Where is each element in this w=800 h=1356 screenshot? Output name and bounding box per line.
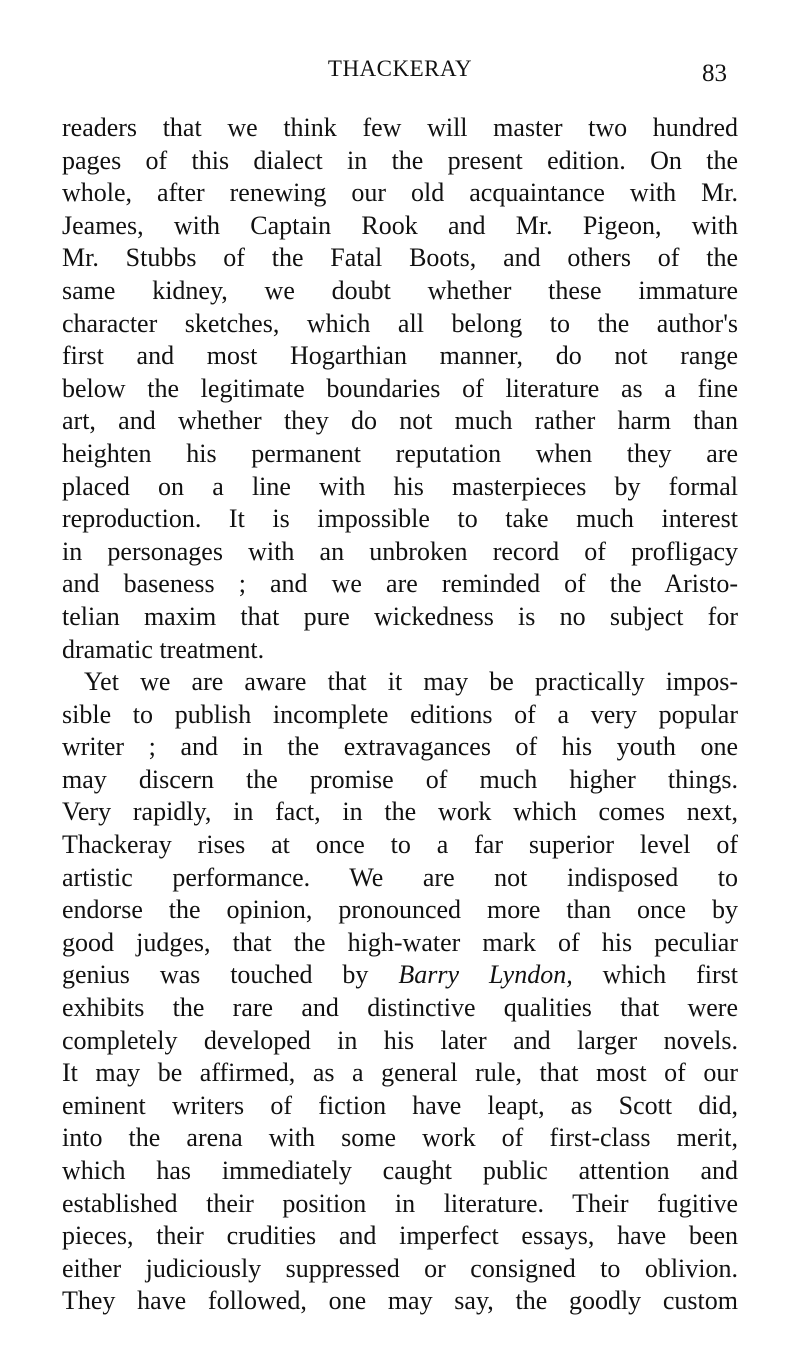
text-line xyxy=(62,959,738,992)
text-line: into the arena with some work of first-class merit, xyxy=(62,1123,738,1153)
text-line: They have followed, one may say, the goodly custom xyxy=(62,1286,738,1316)
text-line: established their position in literature. Their fugitive xyxy=(62,1188,738,1218)
text-line: exhibits the rare and distinctive qualities that were xyxy=(62,993,738,1023)
text-line: good judges, that the high-water mark of his peculiar xyxy=(62,927,738,957)
italic-title: Barry Lyndon, xyxy=(398,960,573,990)
text-line: telian maxim that pure wickedness is no subject for xyxy=(62,601,738,631)
running-title: THACKERAY xyxy=(327,56,473,81)
text-line: whole, after renewing our old acquaintance with Mr. xyxy=(62,178,738,208)
text-line: artistic performance. We are not indisposed to xyxy=(62,862,738,892)
text-line: Very rapidly, in fact, in the work which comes next, xyxy=(62,797,738,827)
text-line: either judiciously suppressed or consigned to oblivion. xyxy=(62,1253,738,1283)
text-line: Thackeray rises at once to a far superior level of xyxy=(62,830,738,860)
text-line: sible to publish incomplete editions of a very popular xyxy=(62,699,738,729)
text-line: and baseness ; and we are reminded of the Aristo- xyxy=(62,569,738,599)
text-segment: which first xyxy=(572,960,738,990)
text-line: character sketches, which all belong to the author's xyxy=(62,308,738,338)
text-line: art, and whether they do not much rather harm than xyxy=(62,406,738,436)
text-line: pages of this dialect in the present edition. On the xyxy=(62,145,738,175)
text-line: which has immediately caught public attention and xyxy=(62,1156,738,1185)
text-line: endorse the opinion, pronounced more than once by xyxy=(62,895,738,925)
body-text xyxy=(62,112,738,1318)
text-line: first and most Hogarthian manner, do not range xyxy=(62,341,738,371)
text-line: completely developed in his later and larger novels. xyxy=(62,1025,738,1055)
text-segment: genius was touched by xyxy=(62,960,399,990)
text-line: in personages with an unbroken record of profligacy xyxy=(62,536,738,566)
text-line: eminent writers of fiction have leapt, as Scott did, xyxy=(62,1090,738,1120)
text-line: writer ; and in the extravagances of his youth one xyxy=(62,732,738,762)
text-line: same kidney, we doubt whether these immature xyxy=(62,275,738,305)
text-line: below the legitimate boundaries of literature as a fine xyxy=(62,373,738,403)
text-line: It may be affirmed, as a general rule, that most of our xyxy=(62,1058,738,1088)
text-line: readers that we think few will master two hundred xyxy=(62,113,738,142)
text-line: heighten his permanent reputation when they are xyxy=(62,438,738,468)
text-line: may discern the promise of much higher things. xyxy=(62,764,738,794)
text-line: reproduction. It is impossible to take much interest xyxy=(62,504,738,534)
text-line: Mr. Stubbs of the Fatal Boots, and others of the xyxy=(62,243,738,273)
text-line: placed on a line with his masterpieces by formal xyxy=(62,471,738,501)
text-line: pieces, their crudities and imperfect essays, have been xyxy=(62,1221,738,1251)
text-line: Yet we are aware that it may be practically impos- xyxy=(84,667,738,697)
text-line: Jeames, with Captain Rook and Mr. Pigeon, with xyxy=(62,210,738,240)
text-line: dramatic treatment. xyxy=(62,634,265,664)
page-number: 83 xyxy=(702,60,727,87)
